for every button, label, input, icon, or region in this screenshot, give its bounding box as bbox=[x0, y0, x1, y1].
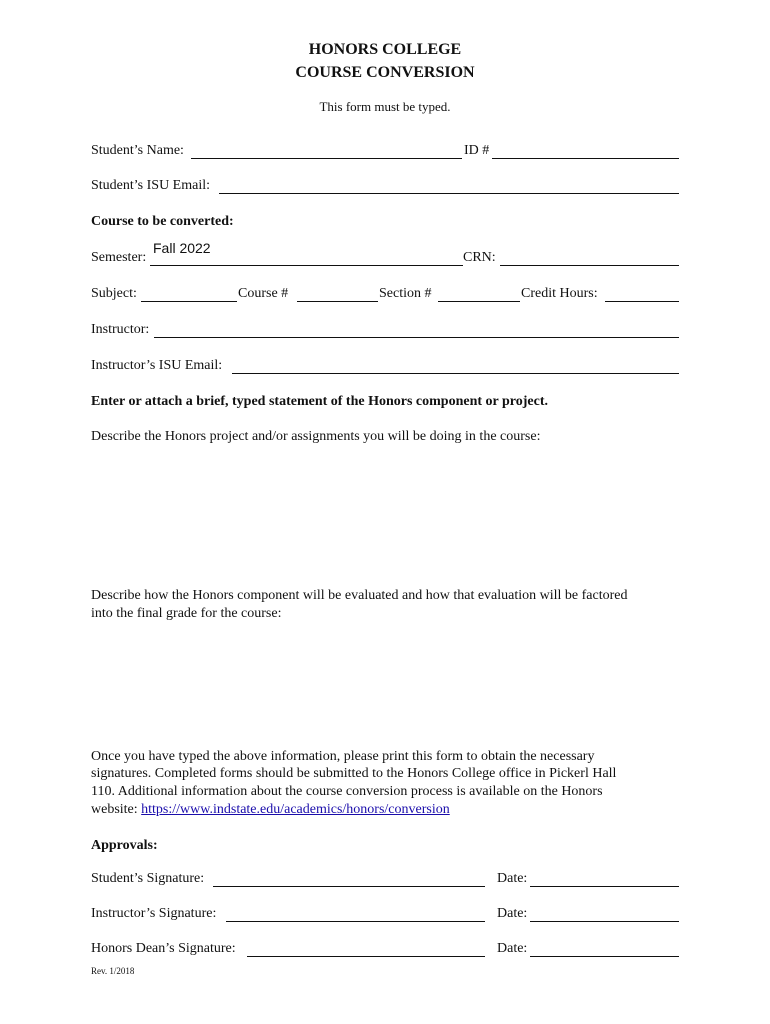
subject-label: Subject: bbox=[91, 286, 137, 301]
evaluation-description-area[interactable] bbox=[91, 628, 679, 743]
instructor-email-field[interactable] bbox=[232, 359, 679, 374]
student-date-label: Date: bbox=[497, 871, 528, 886]
subject-field[interactable] bbox=[141, 287, 237, 302]
describe-evaluation-line-2: into the final grade for the course: bbox=[91, 606, 282, 621]
course-section-heading: Course to be converted: bbox=[91, 214, 234, 229]
semester-value: Fall 2022 bbox=[153, 240, 211, 256]
form-title-line-1: HONORS COLLEGE bbox=[308, 41, 462, 58]
instructions-line-2: signatures. Completed forms should be submitted to the Honors College office in Pickerl Hall bbox=[91, 766, 617, 781]
revision-note: Rev. 1/2018 bbox=[91, 966, 135, 976]
form-title-line-2: COURSE CONVERSION bbox=[295, 64, 475, 81]
instructor-label: Instructor: bbox=[91, 322, 150, 337]
instructor-email-label: Instructor’s ISU Email: bbox=[91, 358, 223, 373]
section-label: Section # bbox=[379, 286, 432, 301]
semester-label: Semester: bbox=[91, 250, 147, 265]
instructor-date-field[interactable] bbox=[530, 907, 679, 922]
instructor-field[interactable] bbox=[154, 323, 679, 338]
project-description-area[interactable] bbox=[91, 450, 679, 580]
describe-evaluation-line-1: Describe how the Honors component will be evaluated and how that evaluation will be factored bbox=[91, 588, 628, 603]
student-id-label: ID # bbox=[464, 143, 490, 158]
student-name-field[interactable] bbox=[191, 144, 462, 159]
approvals-heading: Approvals: bbox=[91, 838, 158, 853]
crn-label: CRN: bbox=[463, 250, 496, 265]
describe-project-prompt: Describe the Honors project and/or assignments you will be doing in the course: bbox=[91, 429, 541, 444]
conversion-info-link[interactable]: https://www.indstate.edu/academics/honors/conversion bbox=[141, 802, 450, 817]
instructions-line-1: Once you have typed the above information, please print this form to obtain the necessary bbox=[91, 749, 595, 764]
instructor-date-label: Date: bbox=[497, 906, 528, 921]
dean-date-field[interactable] bbox=[530, 942, 679, 957]
credit-hours-field[interactable] bbox=[605, 287, 679, 302]
student-email-field[interactable] bbox=[219, 179, 679, 194]
dean-signature-field[interactable] bbox=[247, 942, 485, 957]
student-date-field[interactable] bbox=[530, 872, 679, 887]
statement-heading: Enter or attach a brief, typed statement of the Honors component or project. bbox=[91, 394, 549, 409]
course-number-label: Course # bbox=[238, 286, 289, 301]
instructor-signature-label: Instructor’s Signature: bbox=[91, 906, 217, 921]
dean-signature-label: Honors Dean’s Signature: bbox=[91, 941, 236, 956]
student-name-label: Student’s Name: bbox=[91, 143, 184, 158]
section-field[interactable] bbox=[438, 287, 520, 302]
student-signature-label: Student’s Signature: bbox=[91, 871, 205, 886]
student-id-field[interactable] bbox=[492, 144, 679, 159]
instructor-signature-field[interactable] bbox=[226, 907, 485, 922]
instructions-line-3: 110. Additional information about the course conversion process is available on the Honors bbox=[91, 784, 603, 799]
typing-instruction: This form must be typed. bbox=[319, 99, 451, 114]
instructions-line-4 bbox=[91, 802, 450, 818]
student-signature-field[interactable] bbox=[213, 872, 485, 887]
credit-hours-label: Credit Hours: bbox=[521, 286, 598, 301]
website-prefix: website: bbox=[91, 802, 142, 817]
course-number-field[interactable] bbox=[297, 287, 378, 302]
student-email-label: Student’s ISU Email: bbox=[91, 178, 210, 193]
crn-field[interactable] bbox=[500, 251, 679, 266]
dean-date-label: Date: bbox=[497, 941, 528, 956]
